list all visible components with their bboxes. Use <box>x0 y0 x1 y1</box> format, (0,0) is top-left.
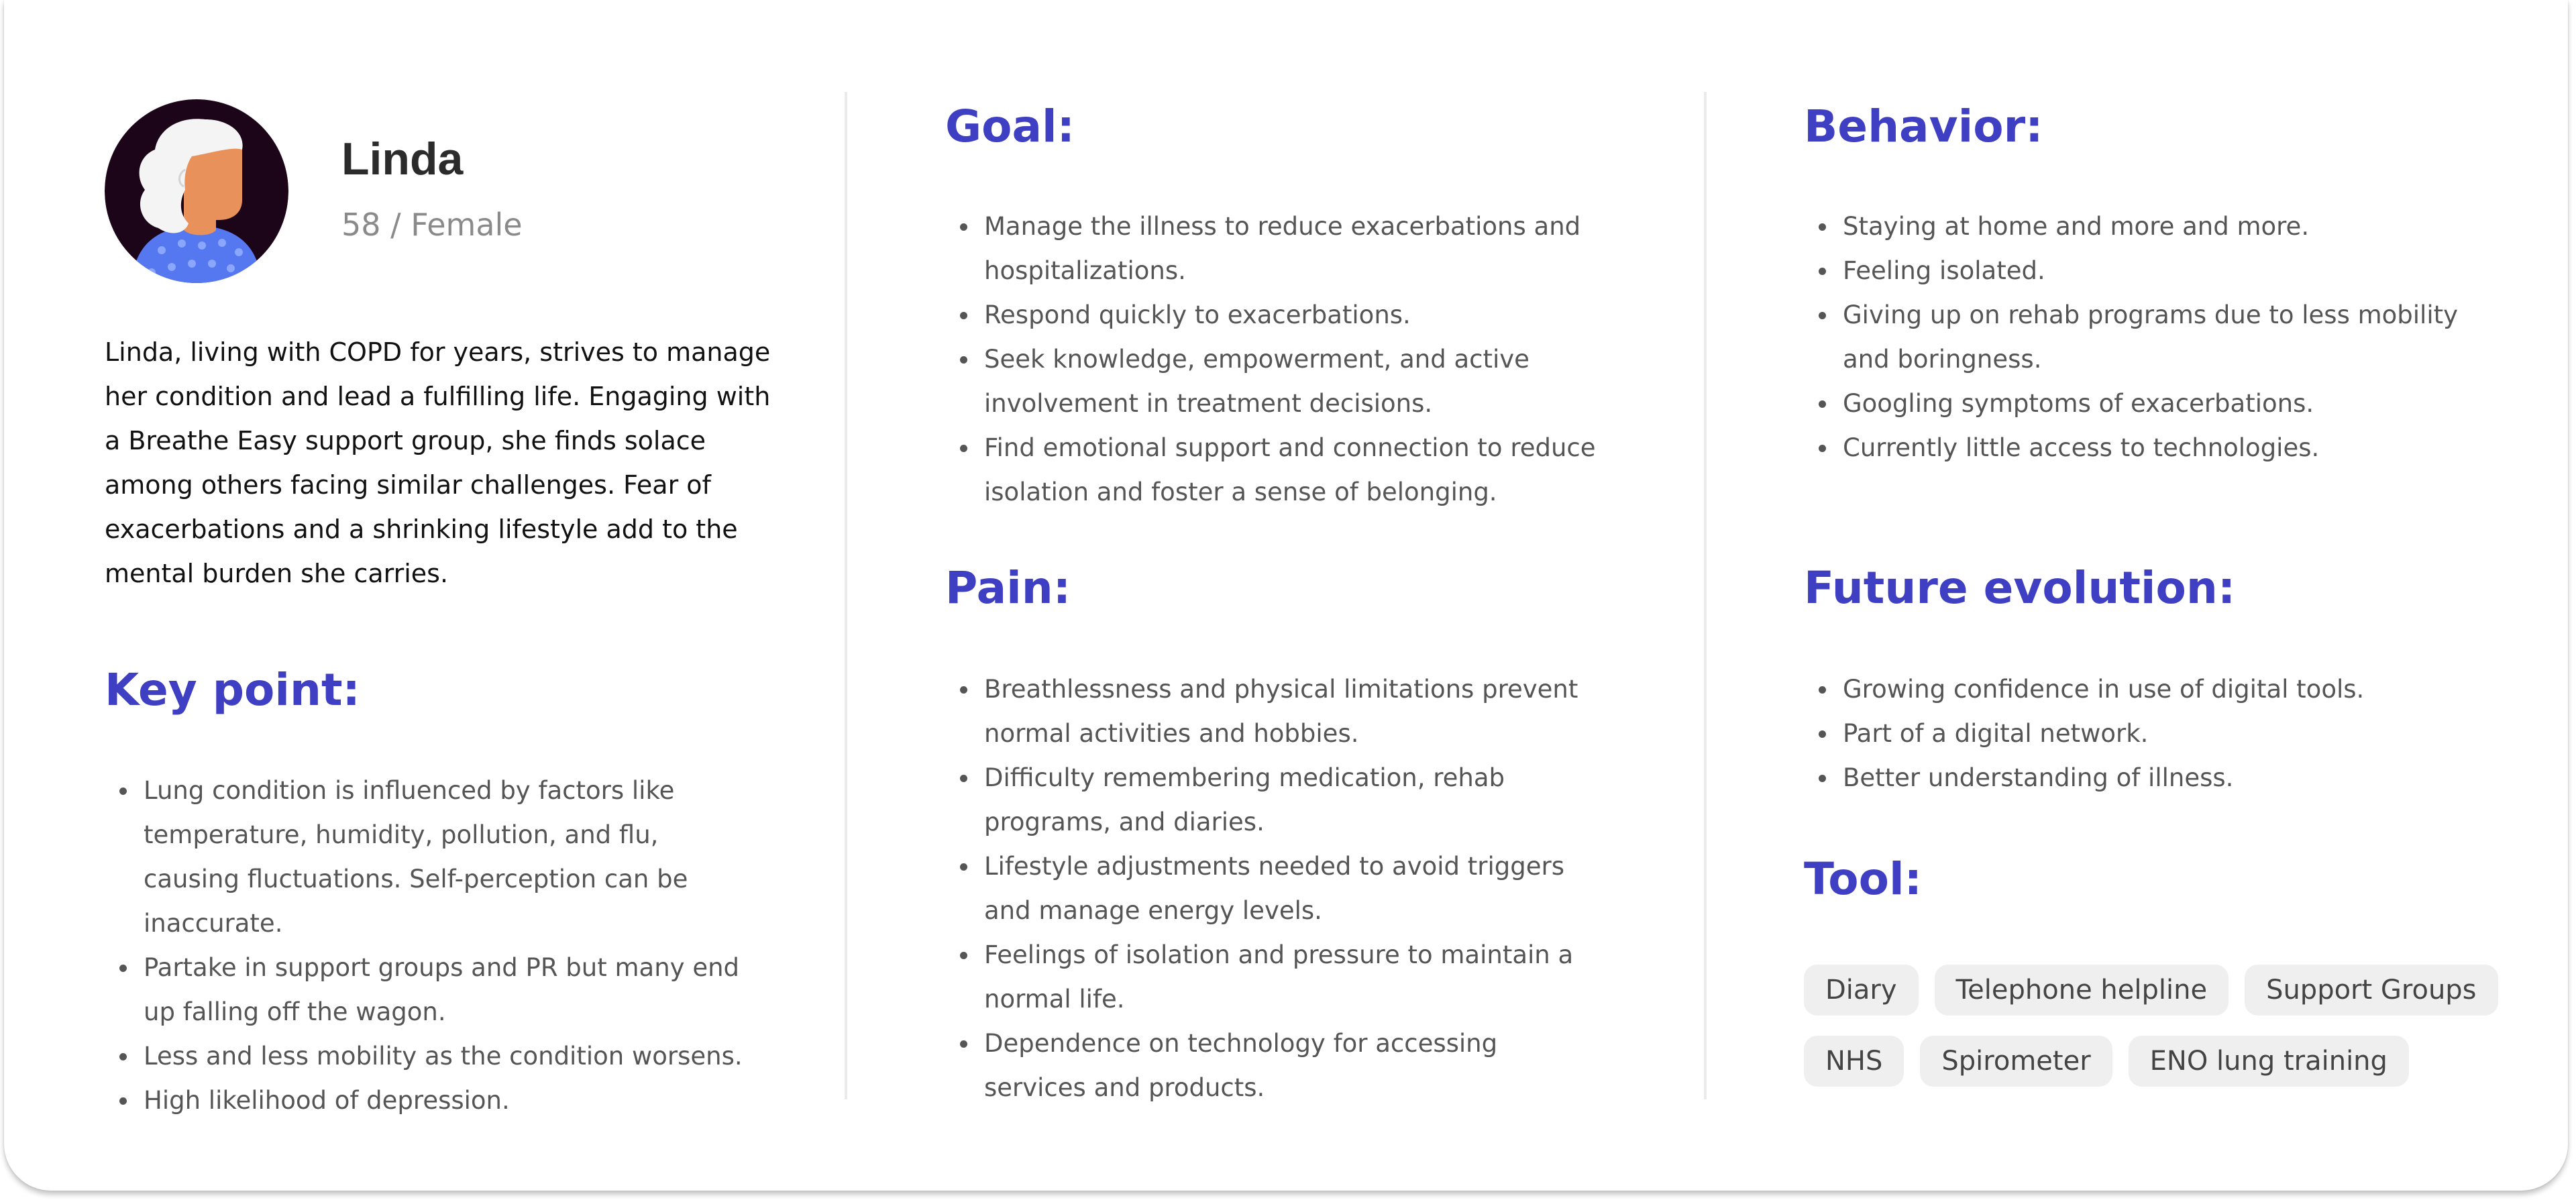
list-item: Better understanding of illness. <box>1804 756 2488 800</box>
behavior-list <box>1804 205 2488 470</box>
list-item: Lifestyle adjustments needed to avoid triggers and manage energy levels. <box>945 844 1603 933</box>
list-item: Respond quickly to exacerbations. <box>945 293 1603 337</box>
tool-tag-spirometer: Spirometer <box>1920 1036 2112 1087</box>
tool-tag-eno-lung-training: ENO lung training <box>2129 1036 2409 1087</box>
key-point-title: Key point: <box>105 664 360 716</box>
list-item: Growing confidence in use of digital tools. <box>1804 667 2488 712</box>
list-item: Less and less mobility as the condition worsens. <box>105 1034 749 1079</box>
list-item: Manage the illness to reduce exacerbations and hospitalizations. <box>945 205 1603 293</box>
list-item: Seek knowledge, empowerment, and active involvement in treatment decisions. <box>945 337 1603 426</box>
persona-bio: Linda, living with COPD for years, strives to manage her condition and lead a fulfilling life. Engaging with a Breathe Easy support group, she finds solace among others facing similar challenges. Fear of exacerbations and a shrinking lifestyle add to the mental burden she carries. <box>105 337 771 588</box>
pain-list <box>945 667 1603 1110</box>
tool-tag-telephone-helpline: Telephone helpline <box>1935 965 2229 1016</box>
list-item: High likelihood of depression. <box>105 1079 749 1123</box>
list-item: Feeling isolated. <box>1804 249 2488 293</box>
pain-title: Pain: <box>945 562 1071 614</box>
tool-tags <box>1804 965 2515 1087</box>
list-item: Difficulty remembering medication, rehab programs, and diaries. <box>945 756 1603 844</box>
list-item: Partake in support groups and PR but many end up falling off the wagon. <box>105 946 749 1034</box>
goal-list <box>945 205 1603 514</box>
list-item: Lung condition is influenced by factors like temperature, humidity, pollution, and flu, causing fluctuations. Self-perception can be inaccurate. <box>105 769 749 946</box>
list-item: Dependence on technology for accessing services and products. <box>945 1022 1603 1110</box>
goal-title: Goal: <box>945 101 1075 152</box>
persona-age-gender: 58 / Female <box>341 207 523 243</box>
future-evolution-title: Future evolution: <box>1804 562 2236 614</box>
tool-title: Tool: <box>1804 853 1922 905</box>
key-point-list <box>105 769 749 1123</box>
tool-tag-nhs: NHS <box>1804 1036 1904 1087</box>
list-item: Part of a digital network. <box>1804 712 2488 756</box>
column-divider <box>845 92 847 1099</box>
list-item: Breathlessness and physical limitations prevent normal activities and hobbies. <box>945 667 1603 756</box>
future-evolution-list <box>1804 667 2488 800</box>
list-item: Googling symptoms of exacerbations. <box>1804 382 2488 426</box>
list-item: Giving up on rehab programs due to less mobility and boringness. <box>1804 293 2488 382</box>
persona-name: Linda <box>341 133 464 184</box>
column-divider <box>1704 92 1707 1099</box>
elderly-woman-avatar-icon <box>105 99 288 283</box>
tool-tag-support-groups: Support Groups <box>2245 965 2498 1016</box>
list-item: Staying at home and more and more. <box>1804 205 2488 249</box>
list-item: Find emotional support and connection to reduce isolation and foster a sense of belonging. <box>945 426 1603 514</box>
list-item: Currently little access to technologies. <box>1804 426 2488 470</box>
tool-tag-diary: Diary <box>1804 965 1919 1016</box>
behavior-title: Behavior: <box>1804 101 2043 152</box>
list-item: Feelings of isolation and pressure to maintain a normal life. <box>945 933 1603 1022</box>
